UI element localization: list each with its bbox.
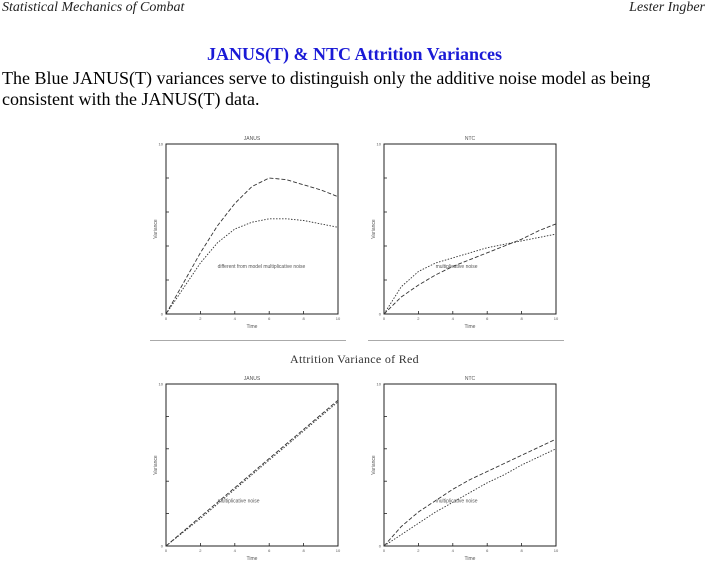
- x-tick-label: 2: [199, 548, 202, 553]
- y-tick-label: 10: [158, 141, 163, 147]
- chart-top-left: [150, 132, 346, 330]
- y-tick-label: 0: [160, 311, 163, 317]
- x-axis-label: Time: [246, 324, 258, 330]
- x-tick-label: 8: [302, 548, 305, 553]
- x-tick-label: 4: [451, 548, 454, 553]
- chart-bottom-right: [368, 372, 564, 562]
- running-header-left: Statistical Mechanics of Combat: [2, 0, 185, 15]
- y-tick-label: 10: [376, 381, 381, 387]
- chart-annotation: different from model multiplicative noise: [217, 264, 306, 271]
- chart-annotation: multiplicative noise: [435, 264, 478, 271]
- chart-title: NTC: [464, 136, 476, 142]
- chart-bottom-left: [150, 372, 346, 562]
- x-tick-label: 10: [553, 316, 559, 321]
- x-tick-label: 2: [199, 316, 202, 321]
- x-tick-label: 6: [268, 548, 271, 553]
- x-tick-label: 8: [520, 548, 523, 553]
- x-tick-label: 0: [382, 548, 386, 553]
- plot-frame: [384, 384, 556, 546]
- chart-title: NTC: [464, 376, 476, 382]
- x-tick-label: 10: [553, 548, 559, 553]
- series-line-1: [166, 400, 338, 546]
- separator-left: [150, 340, 346, 341]
- x-tick-label: 0: [164, 548, 168, 553]
- slide-body-text: The Blue JANUS(T) variances serve to distinguish only the additive noise model as being consistent with the JANUS(T) data.: [2, 68, 651, 109]
- separator-right: [368, 340, 564, 341]
- x-tick-label: 10: [335, 548, 341, 553]
- y-tick-label: 10: [376, 141, 381, 147]
- chart-annotation: multiplicative noise: [217, 498, 260, 505]
- chart-annotation: multiplicative noise: [435, 498, 478, 505]
- x-tick-label: 10: [335, 316, 341, 321]
- series-line-1: [166, 178, 338, 314]
- x-tick-label: 8: [302, 316, 305, 321]
- x-tick-label: 2: [417, 548, 420, 553]
- x-axis-label: Time: [464, 324, 476, 330]
- y-tick-label: 0: [378, 543, 381, 549]
- x-axis-label: Time: [246, 556, 258, 562]
- plot-frame: [166, 144, 338, 314]
- x-tick-label: 4: [233, 316, 236, 321]
- slide-title: JANUS(T) & NTC Attrition Variances: [207, 44, 502, 64]
- series-line-1: [384, 439, 556, 546]
- x-tick-label: 8: [520, 316, 523, 321]
- running-header-right: Lester Ingber: [629, 0, 705, 15]
- x-tick-label: 2: [417, 316, 420, 321]
- x-tick-label: 4: [451, 316, 454, 321]
- x-tick-label: 0: [382, 316, 386, 321]
- x-axis-label: Time: [464, 556, 476, 562]
- plot-frame: [166, 384, 338, 546]
- section-label: Attrition Variance of Red: [290, 352, 419, 366]
- x-tick-label: 6: [486, 316, 489, 321]
- plot-frame: [384, 144, 556, 314]
- chart-title: JANUS: [243, 136, 261, 142]
- series-line-2: [384, 234, 556, 314]
- y-axis-label: Variance: [153, 219, 159, 239]
- y-axis-label: Variance: [153, 455, 159, 475]
- x-tick-label: 4: [233, 548, 236, 553]
- chart-top-right: [368, 132, 564, 330]
- x-tick-label: 6: [268, 316, 271, 321]
- y-tick-label: 0: [160, 543, 163, 549]
- y-axis-label: Variance: [371, 219, 377, 239]
- y-tick-label: 0: [378, 311, 381, 317]
- x-tick-label: 6: [486, 548, 489, 553]
- y-tick-label: 10: [158, 381, 163, 387]
- y-axis-label: Variance: [371, 455, 377, 475]
- chart-title: JANUS: [243, 376, 261, 382]
- x-tick-label: 0: [164, 316, 168, 321]
